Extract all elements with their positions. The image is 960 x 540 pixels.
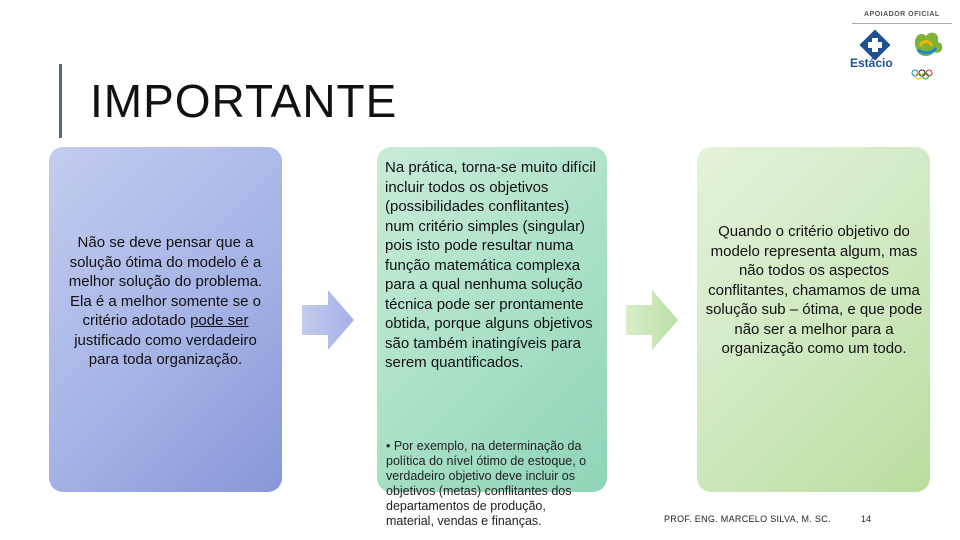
underlined-phrase: pode ser (190, 312, 249, 329)
sponsor-label: APOIADOR OFICIAL (864, 11, 940, 18)
sponsor-block (846, 8, 956, 84)
slide-title: IMPORTANTE (90, 75, 398, 127)
rio2016-logo-icon (906, 28, 950, 82)
arrow-right-icon (626, 290, 678, 350)
sponsor-name: Estácio (850, 56, 893, 70)
panel-left-text: Não se deve pensar que a solução ótima do modelo é a melhor solução do problema. Ela é a melhor somente se o critério adotado pode ser justificado como verdadeiro para toda organização. (68, 234, 263, 368)
page-number: 14 (861, 514, 872, 524)
panel-middle-text: Na prática, torna-se muito difícil incluir todos os objetivos (possibilidades conflitantes) num critério simples (singular) pois isto pode resultar numa função matemática complexa para a qual nenhuma solução técnica pode ser prontamente obtida, porque alguns objetivos são também inatingíveis para serem quantificados. (385, 159, 596, 371)
footer-author: PROF. ENG. MARCELO SILVA, M. SC. (664, 514, 831, 524)
panel-middle-bullet: • Por exemplo, na determinação da política do nível ótimo de estoque, o verdadeiro objetivo deve incluir os objetivos (metas) conflitantes dos departamentos de produção, material, vendas e finanças. (386, 439, 587, 528)
estacio-logo-icon (850, 28, 902, 82)
panel-right-text: Quando o critério objetivo do modelo representa algum, mas não todos os aspectos conflitantes, chamamos de uma solução sub – ótima, e que pode não ser a melhor para a organização como um todo. (705, 223, 923, 357)
title-accent-bar (59, 64, 62, 138)
arrow-right-icon (302, 290, 354, 350)
sponsor-divider (852, 23, 952, 24)
